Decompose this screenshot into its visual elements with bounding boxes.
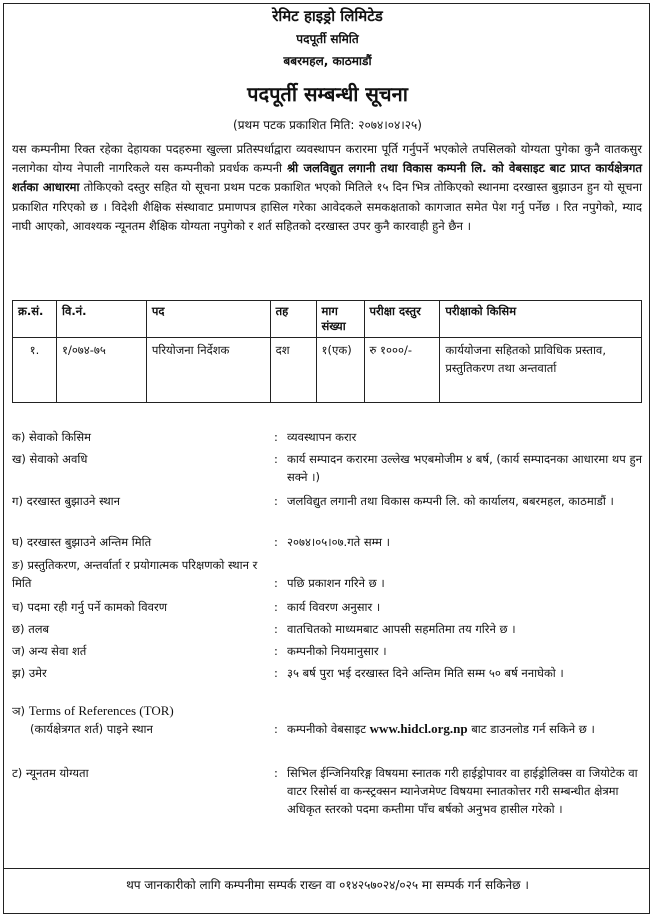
- col-advertisement-no: वि.नं.: [56, 301, 146, 338]
- cell-serial: १.: [13, 338, 57, 403]
- cell-level: दश: [270, 338, 316, 403]
- footer-contact: थप जानकारीको लागि कम्पनीमा सम्पर्क राख्न वा ०१४२५७०२४/०२५ मा सम्पर्क गर्न सकिनेछ ।: [126, 878, 529, 892]
- detail-label: ख) सेवाको अवधि: [12, 452, 88, 466]
- tor-value-pre: कम्पनीको वेबसाइट: [287, 722, 370, 736]
- notice-title: पदपूर्ती सम्बन्धी सूचना: [247, 82, 408, 106]
- col-level: तह: [270, 301, 316, 338]
- detail-label: [12, 702, 267, 738]
- detail-value: वातचितको माध्यमबाट आपसी सहमतिमा तय गरिने छ ।: [287, 622, 516, 636]
- detail-label: ङ) प्रस्तुतिकरण, अन्तर्वार्ता र प्रयोगात्मक परिक्षणको स्थान र मिति: [12, 558, 258, 590]
- tor-prefix: ञ): [12, 704, 29, 718]
- detail-label: ग) दरखास्त बुझाउने स्थान: [12, 494, 121, 508]
- col-demand: माग संख्या: [316, 301, 364, 338]
- tor-label-suffix: (कार्यक्षेत्रगत शर्त) पाइने स्थान: [30, 722, 153, 736]
- intro-text-bold: श्री जलविद्युत लगानी तथा विकास कम्पनी लि. को वेबसाइट बाट प्राप्त कार्यक्षेत्रगत शर्तका आधारमा: [12, 161, 642, 195]
- table-header-row: [13, 301, 642, 338]
- detail-label: च) पदमा रही गर्नु पर्ने कामको विवरण: [12, 600, 168, 614]
- detail-value: २०७४।०५।०७.गते सम्म ।: [287, 535, 391, 549]
- detail-value: कार्य विवरण अनुसार ।: [287, 600, 381, 614]
- organization-name: रेमिट हाइड्रो लिमिटेड: [272, 7, 383, 25]
- detail-label: छ) तलब: [12, 622, 50, 636]
- cell-demand: १(एक): [316, 338, 364, 403]
- committee-name: पदपूर्ती समिति: [296, 32, 359, 46]
- col-serial: क्र.सं.: [13, 301, 57, 338]
- detail-value: जलविद्युत लगानी तथा विकास कम्पनी लि. को कार्यालय, बबरमहल, काठमाडौं ।: [287, 494, 614, 508]
- footer-divider: [3, 868, 650, 869]
- detail-value: [287, 720, 642, 738]
- detail-label: ज) अन्य सेवा शर्त: [12, 644, 87, 658]
- col-post: पद: [146, 301, 270, 338]
- detail-value: कार्य सम्पादन करारमा उल्लेख भएबमोजीम ४ बर्ष, (कार्य सम्पादनका आधारमा थप हुन सक्ने ।): [287, 452, 642, 484]
- vacancy-table: [12, 300, 642, 403]
- cell-advertisement-no: १/०७४-७५: [56, 338, 146, 403]
- cell-exam-fee: रु १०००/-: [364, 338, 440, 403]
- detail-value: ३५ बर्ष पुरा भई दरखास्त दिने अन्तिम मिति सम्म ५० बर्ष ननाघेको ।: [287, 666, 564, 680]
- tor-value-post: बाट डाउनलोड गर्न सकिने छ ।: [467, 722, 595, 736]
- tor-label-english: Terms of References (TOR): [28, 703, 174, 718]
- detail-label: ट) न्यूनतम योग्यता: [12, 766, 89, 780]
- website-link[interactable]: www.hidcl.org.np: [369, 721, 468, 736]
- publish-date: (प्रथम पटक प्रकाशित मिति: २०७४।०४।२५): [233, 118, 422, 132]
- detail-value: सिभिल ईन्जिनियरिङ्ग विषयमा स्नातक गरी हाईड्रोपावर वा हाईड्रोलिक्स वा जियोटेक वा वाटर रिसोर्स वा कन्स्ट्रक्सन म्यानेजमेण्ट विषयमा स्नातकोत्तर गरी सम्बन्धीत क्षेत्रमा अधिकृत स्तरको पदमा कम्तीमा पाँच बर्षको अनुभव हासील गरेको ।: [287, 766, 638, 816]
- intro-text-1: यस कम्पनीमा रिक्त रहेका देहायका पदहरुमा खुल्ला प्रतिस्पर्धाद्वारा व्यवस्थापन करारमा पूर्ति गर्नुपर्ने भएकोले तपसिलको योग्यता पुगेका कुनै वातकसुर नलागेका योग्य नेपाली नागरिकले यस कम्पनीको प्रवर्धक कम्पनी: [12, 142, 642, 176]
- detail-label: घ) दरखास्त बुझाउने अन्तिम मिति: [12, 535, 152, 549]
- cell-post: परियोजना निर्देशक: [146, 338, 270, 403]
- detail-value: व्यवस्थापन करार: [287, 430, 357, 444]
- col-exam-type: परीक्षाको किसिम: [440, 301, 642, 338]
- intro-paragraph: [12, 140, 642, 236]
- detail-value: कम्पनीको नियमानुसार ।: [287, 644, 387, 658]
- detail-label: क) सेवाको किसिम: [12, 430, 92, 444]
- detail-label: झ) उमेर: [12, 666, 47, 680]
- detail-value: पछि प्रकाशन गरिने छ ।: [287, 576, 385, 590]
- col-exam-fee: परीक्षा दस्तुर: [364, 301, 440, 338]
- cell-exam-type: कार्ययोजना सहितको प्राविधिक प्रस्ताव, प्रस्तुतिकरण तथा अन्तवार्ता: [440, 338, 642, 403]
- intro-text-2: तोकिएको दस्तुर सहित यो सूचना प्रथम पटक प्रकाशित भएको मितिले १५ दिन भित्र तोकिएको स्थानमा दरखास्त बुझाउन हुन यो सूचना प्रकाशित गरिएको छ । विदेशी शैक्षिक संस्थावाट प्रमाणपत्र हासिल गरेका आवेदकले समकक्षताको कागजात समेत पेश गर्नु पर्नेछ । रित नपुगेको, म्याद नाघी आएको, आवश्यक न्यूनतम शैक्षिक योग्यता नपुगेको र शर्त सहितको दरखास्त उपर कुनै कारवाही हुने छैन ।: [12, 180, 642, 233]
- organization-address: बबरमहल, काठमाडौं: [283, 54, 372, 68]
- table-row: [13, 338, 642, 403]
